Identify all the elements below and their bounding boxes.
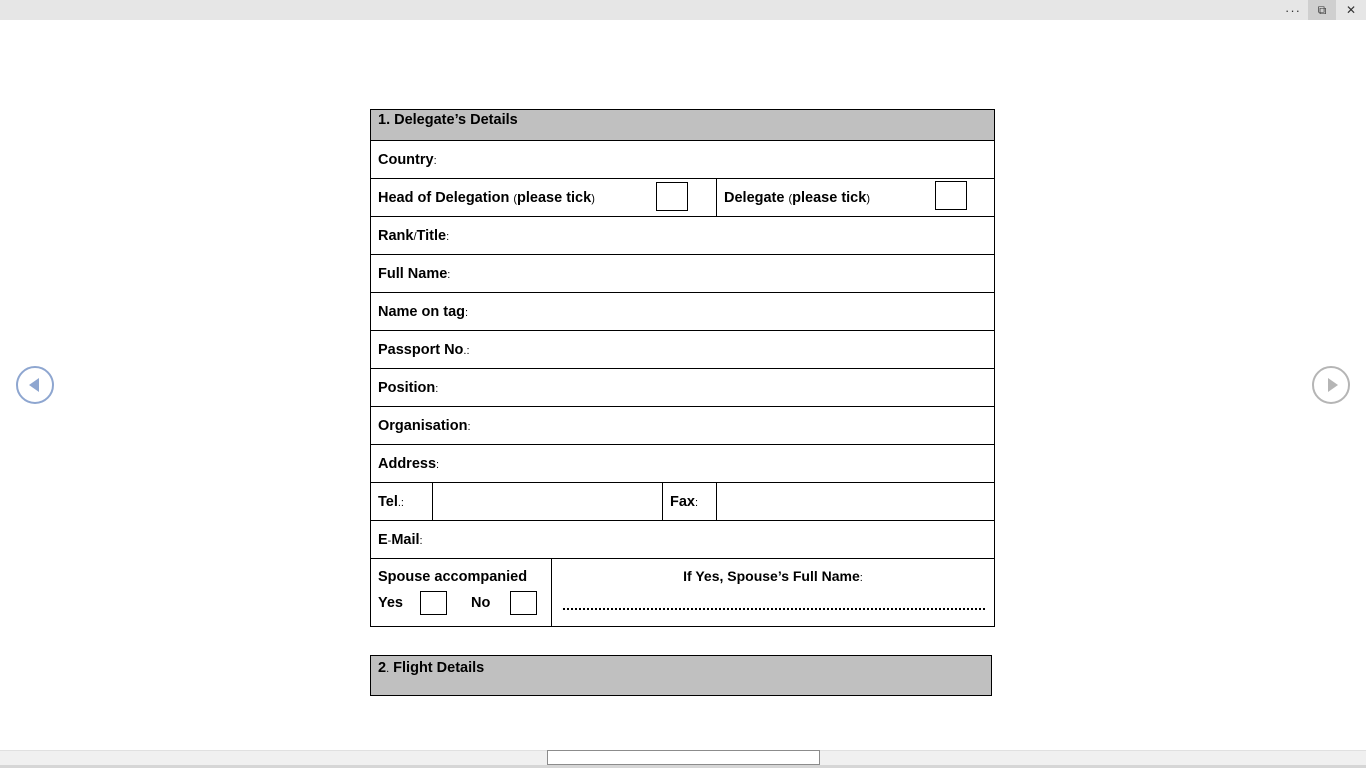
full-name-row[interactable] — [371, 255, 994, 293]
head-of-delegation-cell — [371, 179, 716, 216]
spouse-name-dotted-line — [563, 608, 985, 610]
address-label: Address: — [378, 455, 440, 472]
passport-label: Passport No.: — [378, 341, 470, 358]
email-label: E-Mail: — [378, 531, 423, 548]
spouse-name-label: If Yes, Spouse’s Full Name: — [683, 568, 863, 584]
close-icon[interactable]: ✕ — [1345, 3, 1357, 17]
name-on-tag-row[interactable] — [371, 293, 994, 331]
rank-title-label: Rank/Title: — [378, 227, 450, 244]
tel-field[interactable] — [432, 483, 662, 520]
spouse-accompanied-cell — [371, 559, 551, 626]
yes-label: Yes — [378, 595, 403, 611]
organisation-row[interactable] — [371, 407, 994, 445]
section-header-delegate-details — [371, 110, 994, 141]
page-thumbnail-scrollbar[interactable] — [547, 750, 820, 765]
delegate-label: Delegate (please tick) — [724, 189, 870, 206]
head-of-delegation-label: Head of Delegation (please tick) — [378, 189, 595, 206]
spouse-accompanied-label: Spouse accompanied — [378, 569, 528, 585]
name-on-tag-label: Name on tag: — [378, 303, 469, 320]
previous-page-button[interactable] — [16, 366, 54, 404]
section-title: 1. Delegate’s Details — [378, 112, 518, 128]
address-row[interactable] — [371, 445, 994, 483]
restore-window-icon[interactable]: ⧉ — [1308, 0, 1336, 20]
more-options-icon[interactable]: ··· — [1285, 2, 1301, 18]
tel-label: Tel.: — [378, 493, 404, 510]
no-label: No — [471, 595, 491, 611]
organisation-label: Organisation: — [378, 417, 471, 434]
position-label: Position: — [378, 379, 439, 396]
full-name-label: Full Name: — [378, 265, 451, 282]
next-page-button[interactable] — [1312, 366, 1350, 404]
section-header-flight-details — [370, 655, 992, 696]
spouse-name-cell[interactable] — [551, 559, 994, 626]
no-checkbox[interactable] — [510, 591, 537, 615]
position-row[interactable] — [371, 369, 994, 407]
delegate-details-form — [370, 109, 995, 627]
fax-label: Fax: — [670, 493, 699, 510]
spouse-row — [371, 559, 994, 626]
fax-field[interactable] — [716, 483, 994, 520]
delegate-checkbox[interactable] — [935, 181, 967, 210]
yes-checkbox[interactable] — [420, 591, 447, 615]
tel-label-cell — [371, 483, 432, 520]
rank-title-row[interactable] — [371, 217, 994, 255]
country-label: Country: — [378, 151, 437, 168]
delegate-cell — [716, 179, 994, 216]
email-row[interactable] — [371, 521, 994, 559]
flight-details-title: 2. Flight Details — [378, 660, 485, 676]
passport-row[interactable] — [371, 331, 994, 369]
delegation-type-row — [371, 179, 994, 217]
chevron-left-icon — [29, 378, 39, 392]
window-titlebar — [0, 0, 1366, 20]
fax-label-cell — [662, 483, 716, 520]
chevron-right-icon — [1328, 378, 1338, 392]
tel-fax-row — [371, 483, 994, 521]
head-of-delegation-checkbox[interactable] — [656, 182, 688, 211]
spouse-options — [378, 591, 551, 615]
country-row[interactable] — [371, 141, 994, 179]
